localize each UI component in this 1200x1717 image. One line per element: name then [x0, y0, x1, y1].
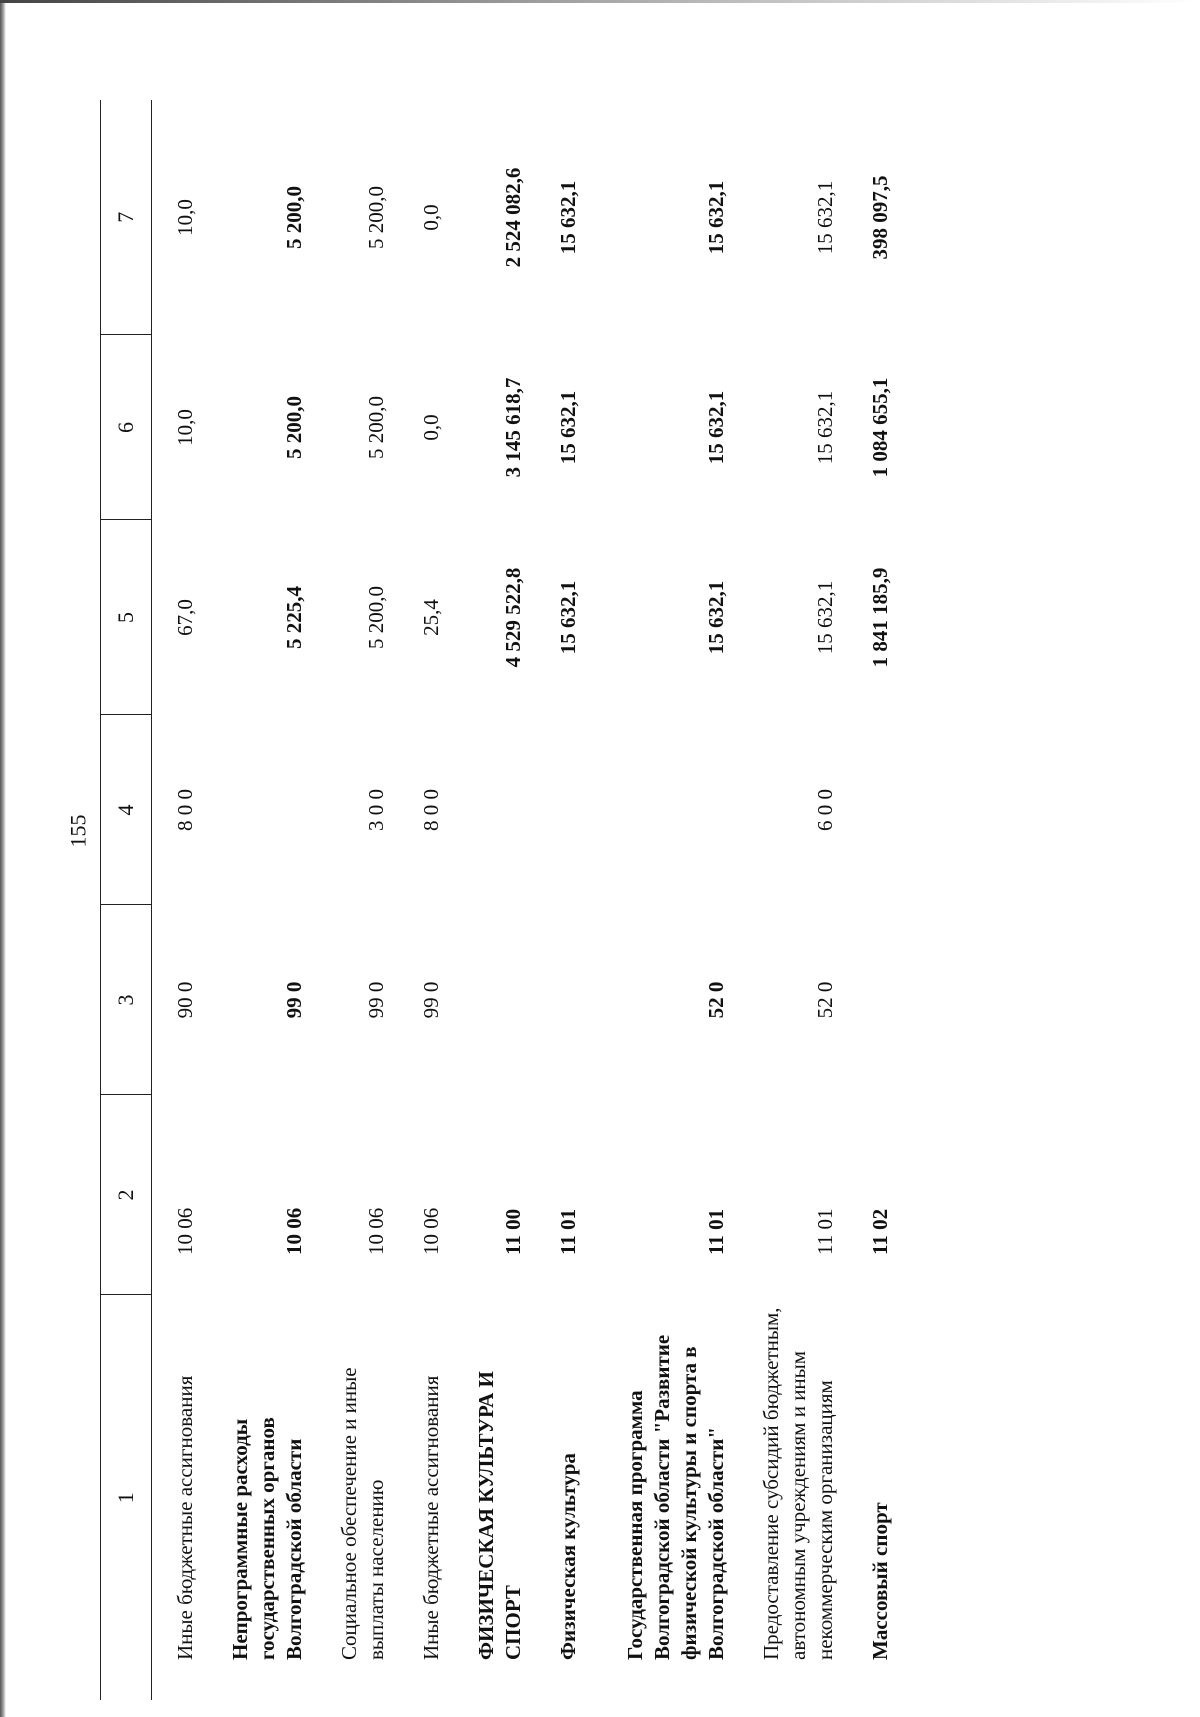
- row-col-6: 15 632,1: [704, 390, 728, 465]
- table-row: [590, 100, 738, 1700]
- row-code: 11 01: [813, 1208, 837, 1255]
- row-name: Государственная программа Волгоградской области "Развитие физической культуры и спорта в Волгоградской области": [623, 1334, 728, 1660]
- row-name: Непрограммные расходы государственных органов Волгоградской области: [228, 1417, 306, 1660]
- row-col-4: 8 0 0: [173, 789, 197, 831]
- row-col-5: 5 225,4: [282, 586, 306, 649]
- row-col-7: 5 200,0: [282, 186, 306, 249]
- row-col-6: 15 632,1: [813, 390, 837, 465]
- header-col-6: 6: [101, 335, 152, 520]
- table-row: [316, 100, 398, 1700]
- table-row: [738, 100, 847, 1700]
- row-col-6: 15 632,1: [556, 390, 580, 465]
- table-row: [847, 100, 902, 1700]
- row-col-4: [535, 715, 590, 905]
- row-code: 11 01: [556, 1208, 580, 1255]
- header-col-2: 2: [101, 1095, 152, 1295]
- header-col-4: 4: [101, 715, 152, 905]
- row-col-5: 15 632,1: [813, 580, 837, 655]
- row-col-7: 15 632,1: [704, 180, 728, 255]
- table-row: [207, 100, 316, 1700]
- page-number: 155: [65, 814, 91, 848]
- row-name: Иные бюджетные ассигнования: [419, 1375, 443, 1660]
- header-col-3: 3: [101, 905, 152, 1095]
- row-code: 10 06: [364, 1207, 388, 1255]
- row-col-6: 5 200,0: [364, 396, 388, 459]
- row-name: Физическая культура: [556, 1453, 580, 1660]
- row-name: Предоставление субсидий бюджетным, автономным учреждениям и иным некоммерческим организациям: [759, 1307, 837, 1660]
- row-col-5: 15 632,1: [556, 580, 580, 655]
- row-col-3: 99 0: [419, 981, 443, 1019]
- row-col-7: 15 632,1: [813, 180, 837, 255]
- table-row: [453, 100, 535, 1700]
- row-col-6: 3 145 618,7: [501, 377, 525, 478]
- table-row: [398, 100, 453, 1700]
- row-code: 10 06: [282, 1207, 306, 1255]
- row-col-5: 1 841 185,9: [868, 567, 892, 668]
- row-col-3: [847, 905, 902, 1095]
- row-col-7: 0,0: [419, 204, 443, 231]
- row-code: 10 06: [173, 1207, 197, 1255]
- row-code: 11 00: [501, 1208, 525, 1255]
- header-col-7: 7: [101, 100, 152, 335]
- scan-edge-top: [0, 0, 1200, 3]
- row-col-4: [847, 715, 902, 905]
- row-col-7: 398 097,5: [868, 175, 892, 260]
- row-name: Социальное обеспечение и иные выплаты населению: [337, 1367, 388, 1660]
- row-col-5: 67,0: [173, 599, 197, 636]
- row-col-4: 8 0 0: [419, 789, 443, 831]
- row-col-3: 99 0: [282, 981, 306, 1019]
- row-name: Иные бюджетные ассигнования: [173, 1375, 197, 1660]
- row-col-4: 6 0 0: [813, 789, 837, 831]
- row-col-7: 15 632,1: [556, 180, 580, 255]
- budget-table-frame: [100, 100, 1010, 1700]
- row-col-5: 25,4: [419, 599, 443, 636]
- row-col-4: 3 0 0: [364, 789, 388, 831]
- row-col-5: 4 529 522,8: [501, 567, 525, 668]
- row-col-5: 5 200,0: [364, 586, 388, 649]
- row-col-6: 10,0: [173, 409, 197, 446]
- row-name: Массовый спорт: [868, 1502, 892, 1660]
- row-col-3: [535, 905, 590, 1095]
- row-col-5: 15 632,1: [704, 580, 728, 655]
- row-col-4: [453, 715, 535, 905]
- row-col-3: 90 0: [173, 981, 197, 1019]
- table-row: [535, 100, 590, 1700]
- row-col-3: 52 0: [813, 981, 837, 1019]
- row-col-4: [207, 715, 316, 905]
- row-name: ФИЗИЧЕСКАЯ КУЛЬТУРА И СПОРТ: [474, 1371, 525, 1660]
- scan-edge-left: [0, 0, 6, 1717]
- table-row: [152, 100, 208, 1700]
- row-col-7: 5 200,0: [364, 186, 388, 249]
- row-col-3: 99 0: [364, 981, 388, 1019]
- budget-table: [100, 100, 902, 1700]
- header-col-5: 5: [101, 520, 152, 715]
- row-col-6: 5 200,0: [282, 396, 306, 459]
- row-col-3: [453, 905, 535, 1095]
- header-col-1: 1: [101, 1295, 152, 1700]
- row-code: 11 02: [868, 1208, 892, 1255]
- row-col-7: 2 524 082,6: [501, 167, 525, 268]
- row-col-6: 1 084 655,1: [868, 377, 892, 478]
- row-code: 10 06: [419, 1207, 443, 1255]
- row-code: 11 01: [704, 1208, 728, 1255]
- row-col-7: 10,0: [173, 199, 197, 236]
- row-col-6: 0,0: [419, 414, 443, 441]
- row-col-3: 52 0: [704, 981, 728, 1019]
- row-col-4: [590, 715, 738, 905]
- table-header-row: [101, 100, 152, 1700]
